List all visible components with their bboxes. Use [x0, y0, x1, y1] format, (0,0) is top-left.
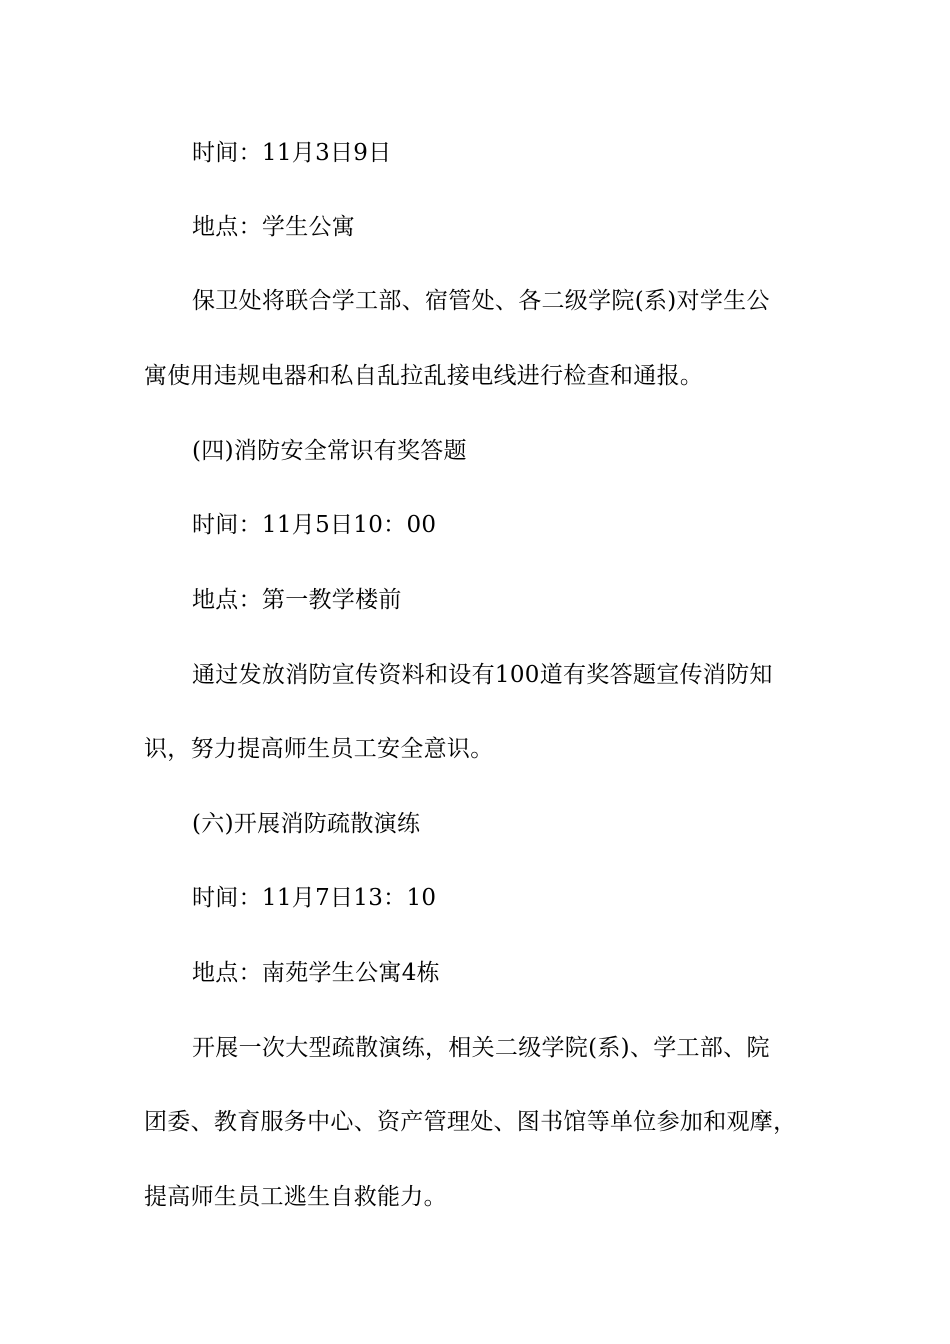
- paragraph-line: 通过发放消防宣传资料和设有100道有奖答题宣传消防知: [192, 662, 773, 688]
- section-heading: (四)消防安全常识有奖答题: [192, 438, 467, 464]
- paragraph-line: 团委、教育服务中心、资产管理处、图书馆等单位参加和观摩，: [144, 1109, 797, 1135]
- schedule-location-line: 地点：南苑学生公寓4栋: [192, 960, 440, 986]
- paragraph-line: 寓使用违规电器和私自乱拉乱接电线进行检查和通报。: [144, 363, 704, 389]
- section-heading: (六)开展消防疏散演练: [192, 811, 421, 837]
- paragraph-line: 保卫处将联合学工部、宿管处、各二级学院(系)对学生公: [192, 288, 770, 314]
- paragraph-line: 开展一次大型疏散演练，相关二级学院(系)、学工部、院: [192, 1035, 770, 1061]
- schedule-location-line: 地点：学生公寓: [192, 214, 356, 240]
- schedule-location-line: 地点：第一教学楼前: [192, 587, 402, 613]
- paragraph-line: 识，努力提高师生员工安全意识。: [144, 736, 494, 762]
- paragraph-line: 提高师生员工逃生自救能力。: [144, 1184, 447, 1210]
- schedule-time-line: 时间：11月5日10：00: [192, 512, 437, 538]
- schedule-time-line: 时间：11月7日13：10: [192, 885, 437, 911]
- schedule-time-line: 时间：11月3日9日: [192, 140, 392, 166]
